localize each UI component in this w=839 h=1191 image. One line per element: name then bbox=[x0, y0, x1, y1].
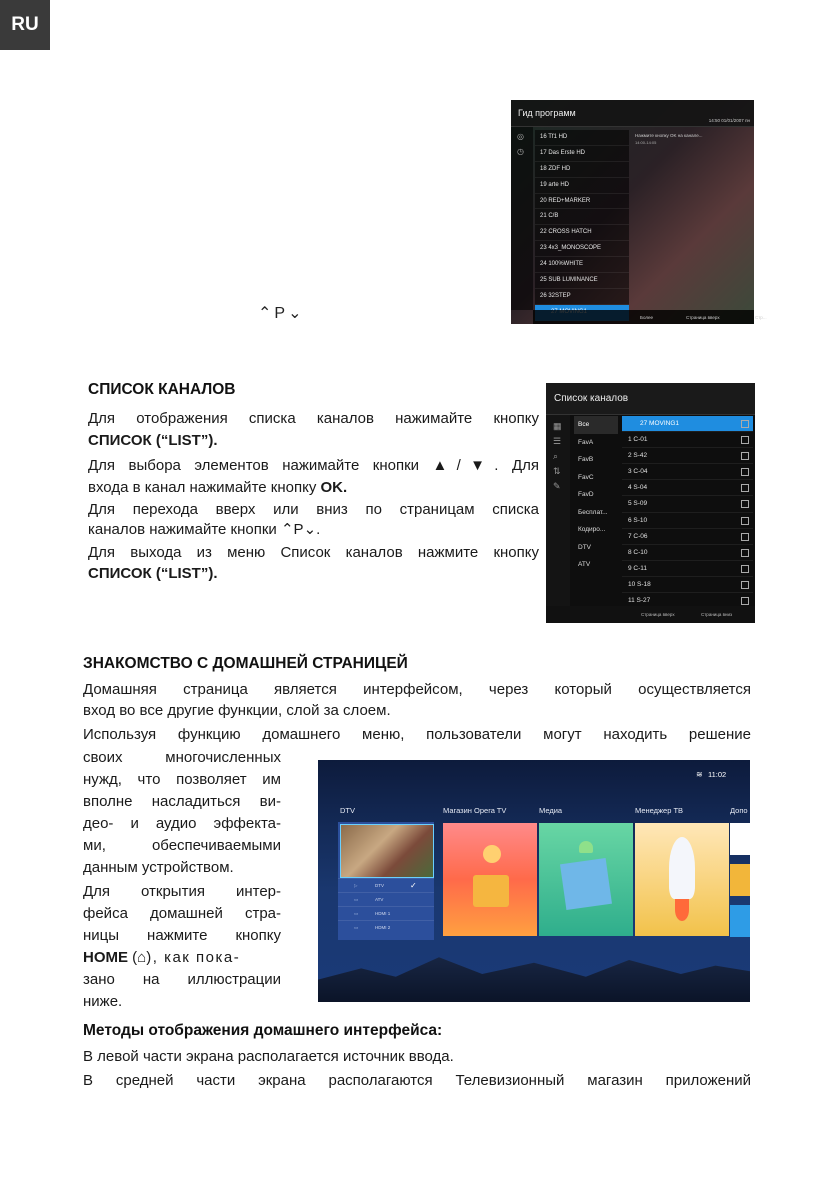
source-item-hdmi2[interactable] bbox=[338, 920, 434, 934]
category-item[interactable]: DTV bbox=[578, 543, 591, 551]
channel-row[interactable] bbox=[622, 561, 753, 577]
s2-p1-line-2: вход во все другие функции, слой за слоем. bbox=[83, 702, 391, 719]
heading-channel-list: СПИСОК КАНАЛОВ bbox=[88, 381, 236, 398]
chevron-down-icon: ⌄ bbox=[288, 305, 302, 322]
s2-left-line: ми, обеспечиваемыми bbox=[83, 837, 281, 854]
channel-label: 1 C-01 bbox=[628, 436, 648, 444]
category-item[interactable]: ATV bbox=[578, 561, 591, 568]
home-icon: ⌂ bbox=[137, 949, 147, 966]
epg-channel-row[interactable]: 22 CROSS HATCH bbox=[535, 225, 629, 241]
channel-label: 3 C-04 bbox=[628, 468, 648, 476]
epg-channel-row[interactable]: 21 C/B bbox=[535, 209, 629, 225]
column-label-media: Медиа bbox=[539, 806, 563, 815]
source-label: DTV bbox=[375, 883, 384, 888]
epg-side-icons bbox=[511, 127, 533, 310]
s1-line-4-text: входа в канал нажимайте кнопку bbox=[88, 479, 317, 496]
epg-hint: Нажмите кнопку OK на каналe... bbox=[635, 133, 703, 138]
clock-icon: ◷ bbox=[517, 147, 524, 156]
extra-card-3[interactable] bbox=[730, 905, 750, 937]
check-icon: ✓ bbox=[410, 881, 417, 890]
media-card[interactable] bbox=[539, 823, 633, 936]
checkbox-icon bbox=[741, 517, 749, 525]
chlist-categories bbox=[574, 416, 618, 574]
epg-channel-list bbox=[535, 130, 629, 321]
chevron-down-icon: ⌄ bbox=[303, 521, 317, 538]
source-label: HDMI 2 bbox=[375, 925, 391, 930]
p-label: P bbox=[293, 521, 304, 538]
epg-channel-row[interactable]: 25 SUB LUMINANCE bbox=[535, 273, 629, 289]
channel-label: 11 S-27 bbox=[628, 597, 651, 605]
heading-home-page: ЗНАКОМСТВО С ДОМАШНЕЙ СТРАНИЦЕЙ bbox=[83, 655, 408, 672]
category-item[interactable]: FavC bbox=[578, 473, 594, 481]
channel-label: 9 C-11 bbox=[628, 564, 648, 572]
s1-line-6: каналов нажимайте кнопки ⌃P⌄. bbox=[88, 521, 321, 538]
checkbox-icon bbox=[741, 500, 749, 508]
s3-line-2: В средней части экрана располагаются Телевизионный магазин приложений bbox=[83, 1072, 751, 1089]
s2-left-line: своих многочисленных bbox=[83, 749, 281, 766]
mountain-background bbox=[318, 946, 750, 1002]
checkbox-icon bbox=[741, 468, 749, 476]
channel-label: 4 S-04 bbox=[628, 484, 648, 492]
chlist-title: Список каналов bbox=[554, 393, 629, 404]
epg-channel-row[interactable]: 16 Tf1 HD bbox=[535, 130, 629, 146]
extra-card-1[interactable] bbox=[730, 823, 750, 855]
s2-left-line: део- и аудио эффекта- bbox=[83, 815, 281, 832]
s1-line-8 bbox=[88, 564, 218, 583]
s3-line-1: В левой части экрана располагается источник ввода. bbox=[83, 1048, 454, 1065]
antenna-icon: ▭ bbox=[354, 897, 359, 902]
checkbox-icon bbox=[741, 533, 749, 541]
channel-list-screenshot bbox=[546, 383, 755, 623]
checkbox-icon bbox=[741, 581, 749, 589]
channel-row[interactable] bbox=[622, 480, 753, 496]
epg-channel-row[interactable]: 23 4x3_MONOSCOPE bbox=[535, 241, 629, 257]
channel-row[interactable] bbox=[622, 448, 753, 464]
epg-footer-page: Стр... bbox=[755, 315, 767, 320]
calendar-icon: ▦ bbox=[553, 421, 562, 431]
chlist-channels bbox=[622, 416, 753, 609]
chevron-up-icon: ⌃ bbox=[280, 521, 294, 538]
s2-left-line: нужд, что позволяет им bbox=[83, 771, 281, 788]
s2-left-line: фейса домашней стра- bbox=[83, 905, 281, 922]
s2-left-line: зано на иллюстрации bbox=[83, 971, 281, 988]
bubble-icon bbox=[483, 845, 501, 863]
s1-line-7: Для выхода из меню Список каналов нажмите кнопку bbox=[88, 544, 539, 561]
sort-icon: ⇅ bbox=[553, 466, 561, 476]
s1-line-1: Для отображения списка каналов нажимайте кнопку bbox=[88, 410, 539, 427]
channel-label: 6 S-10 bbox=[628, 516, 648, 524]
extra-card-2[interactable] bbox=[730, 864, 750, 896]
hdmi-icon: ▭ bbox=[354, 911, 359, 916]
s1-list-button-2: СПИСОК (“LIST”). bbox=[88, 565, 218, 582]
channel-row-selected[interactable] bbox=[622, 416, 753, 432]
source-item-dtv[interactable] bbox=[338, 878, 434, 892]
category-item-selected[interactable]: Все bbox=[574, 416, 618, 434]
epg-footer-pageup: Страница вверх bbox=[686, 315, 720, 320]
s2-p2-line-1: Используя функцию домашнего меню, пользователи могут находить решение bbox=[83, 726, 751, 743]
checkbox-icon bbox=[741, 565, 749, 573]
category-item[interactable]: FavD bbox=[578, 491, 594, 498]
epg-channel-row[interactable]: 19 arte HD bbox=[535, 178, 629, 194]
s1-line-2 bbox=[88, 431, 218, 450]
channel-row[interactable] bbox=[622, 496, 753, 512]
category-item[interactable]: Кодиро... bbox=[578, 526, 606, 533]
epg-channel-row[interactable]: 24 100%WHITE bbox=[535, 257, 629, 273]
search-icon: ⌕ bbox=[553, 451, 559, 461]
gift-box-icon bbox=[473, 875, 509, 907]
chevron-up-icon: ⌃ bbox=[258, 305, 272, 322]
epg-title: Гид программ bbox=[518, 108, 576, 118]
channel-label: 10 S-18 bbox=[628, 580, 651, 588]
dtv-card[interactable] bbox=[338, 822, 434, 940]
hdmi-icon: ▭ bbox=[354, 925, 359, 930]
android-icon bbox=[579, 841, 593, 853]
epg-datetime: 14:50 01/01/2007 пн bbox=[708, 118, 750, 123]
rocket-icon bbox=[669, 837, 695, 899]
checkbox-icon bbox=[741, 420, 749, 428]
category-item[interactable]: FavA bbox=[578, 438, 594, 446]
tv-preview-thumbnail bbox=[340, 824, 434, 878]
list-icon: ☰ bbox=[553, 436, 562, 446]
checkbox-icon bbox=[741, 597, 749, 605]
tv-manager-card[interactable] bbox=[635, 823, 729, 936]
column-label-extra: Допо bbox=[730, 806, 748, 815]
s2-left-line: ницы нажмите кнопку bbox=[83, 927, 281, 944]
source-label: HDMI 1 bbox=[375, 911, 391, 916]
channel-label: 8 C-10 bbox=[628, 548, 648, 556]
checkbox-icon bbox=[741, 436, 749, 444]
epg-channel-row[interactable]: 18 ZDF HD bbox=[535, 162, 629, 178]
source-label: ATV bbox=[375, 897, 384, 902]
chlist-footer-pageup: Страница вверх bbox=[641, 612, 675, 617]
home-clock: 11:02 bbox=[708, 770, 727, 779]
s2-left-line: вполне насладиться ви- bbox=[83, 793, 281, 810]
photos-icon bbox=[560, 858, 612, 910]
home-button-word: HOME bbox=[83, 949, 128, 966]
s2-p1-line-1: Домашняя страница является интерфейсом, через который осуществляется bbox=[83, 681, 751, 698]
checkbox-icon bbox=[741, 549, 749, 557]
epg-footer bbox=[533, 310, 767, 324]
epg-channel-row[interactable]: 20 RED+MARKER bbox=[535, 194, 629, 210]
s1-line-3: Для выбора элементов нажимайте кнопки ▲/▼. Для bbox=[88, 457, 539, 474]
chlist-footer-pagedown: Страница вниз bbox=[701, 612, 733, 617]
source-item-hdmi1[interactable] bbox=[338, 906, 434, 920]
checkbox-icon bbox=[741, 484, 749, 492]
chlist-side-icons bbox=[546, 415, 570, 606]
column-label-tv-manager: Менеджер ТВ bbox=[635, 806, 684, 815]
epg-channel-row[interactable]: 17 Das Erste HD bbox=[535, 146, 629, 162]
s1-line-5: Для перехода вверх или вниз по страницам списка bbox=[88, 501, 539, 518]
s2-left-line: данным устройством. bbox=[83, 859, 234, 876]
channel-row[interactable] bbox=[622, 577, 753, 593]
p-label: P bbox=[274, 305, 286, 322]
opera-store-card[interactable] bbox=[443, 823, 537, 936]
edit-icon: ✎ bbox=[553, 481, 561, 491]
category-item[interactable]: Бесплат... bbox=[578, 508, 608, 516]
page-up-down-buttons bbox=[258, 303, 301, 323]
epg-footer-more: Более bbox=[640, 315, 653, 320]
s2-left-line: Для открытия интер- bbox=[83, 883, 281, 900]
channel-label: 7 C-06 bbox=[628, 532, 648, 540]
channel-row[interactable] bbox=[622, 513, 753, 529]
rocket-flame-icon bbox=[675, 899, 689, 921]
home-screenshot bbox=[318, 760, 750, 1002]
channel-label: 2 S-42 bbox=[628, 452, 648, 460]
wifi-icon: ≋ bbox=[696, 770, 703, 779]
s2-home-line: HOME (⌂), как пока- bbox=[83, 949, 241, 966]
category-item[interactable]: FavB bbox=[578, 456, 594, 463]
epg-hint-time: 14:00-14:05 bbox=[635, 140, 657, 145]
channel-row[interactable] bbox=[622, 464, 753, 480]
column-label-dtv: DTV bbox=[340, 806, 355, 815]
channel-row[interactable] bbox=[622, 432, 753, 448]
channel-label: 5 S-09 bbox=[628, 500, 648, 508]
s1-ok-button: OK. bbox=[320, 479, 348, 496]
s1-list-button: СПИСОК (“LIST”). bbox=[88, 432, 218, 449]
epg-header bbox=[511, 100, 754, 127]
checkbox-icon bbox=[741, 452, 749, 460]
s2-home-rest: ), как пока- bbox=[146, 949, 241, 966]
column-label-opera: Магазин Opera TV bbox=[443, 806, 507, 815]
source-item-atv[interactable] bbox=[338, 892, 434, 906]
epg-screenshot bbox=[511, 100, 767, 324]
heading-display-methods: Методы отображения домашнего интерфейса: bbox=[83, 1022, 443, 1039]
play-icon: ▷ bbox=[354, 883, 358, 888]
chlist-footer bbox=[546, 606, 755, 623]
language-tag: RU bbox=[0, 0, 50, 50]
epg-channel-row[interactable]: 26 32STEP bbox=[535, 289, 629, 305]
chlist-header bbox=[546, 383, 755, 415]
epg-icon: ◎ bbox=[517, 132, 524, 141]
channel-row[interactable] bbox=[622, 545, 753, 561]
s1-line-4 bbox=[88, 478, 347, 497]
channel-label: 27 MOVING1 bbox=[640, 420, 680, 427]
s1-line-6-text: каналов нажимайте кнопки bbox=[88, 521, 277, 538]
channel-row[interactable] bbox=[622, 529, 753, 545]
s2-left-line: ниже. bbox=[83, 993, 123, 1010]
